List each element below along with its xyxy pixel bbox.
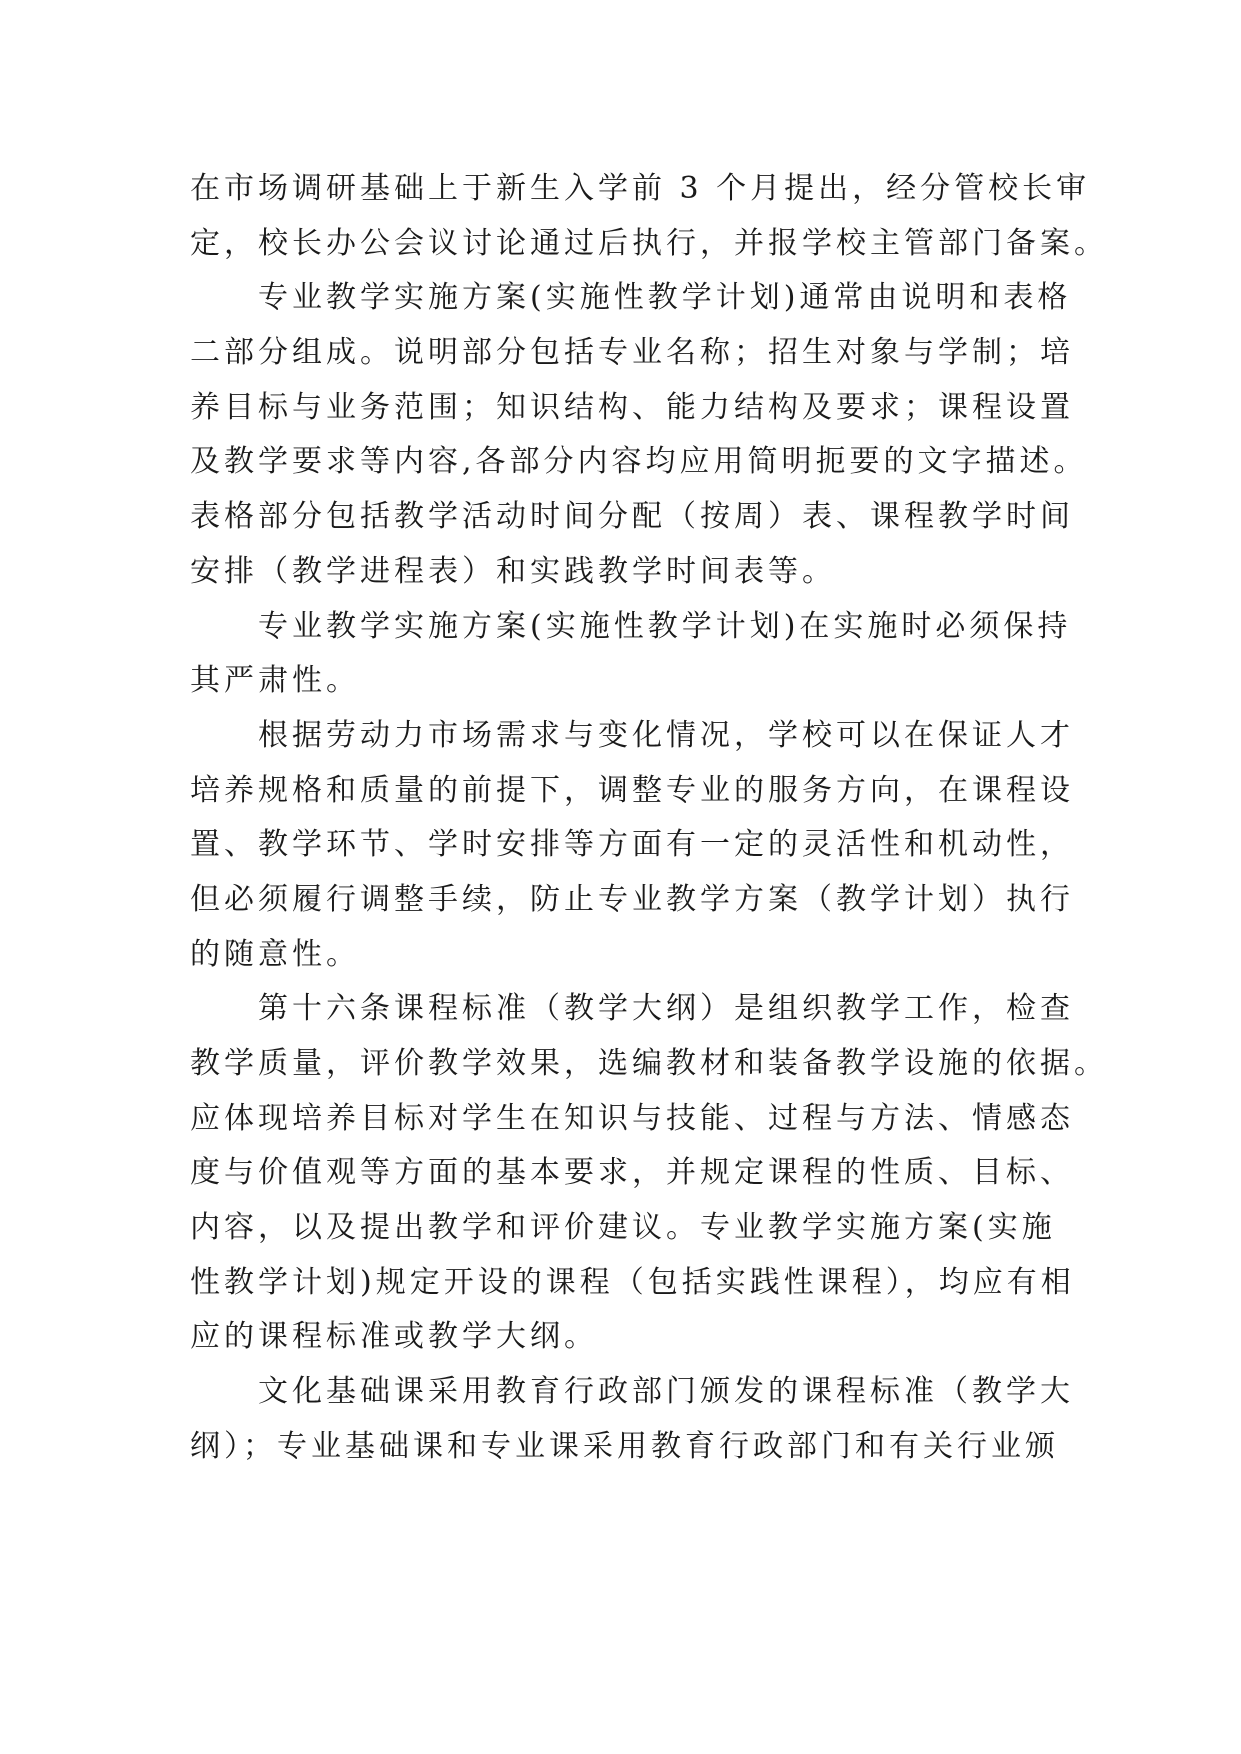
text-line: 的随意性。 bbox=[190, 936, 360, 972]
text-line: 纲）；专业基础课和专业课采用教育行政部门和有关行业颁 bbox=[190, 1428, 1059, 1464]
text-line: 定，校长办公会议讨论通过后执行，并报学校主管部门备案。 bbox=[190, 225, 1108, 261]
document-page bbox=[190, 162, 1108, 1475]
text-line: 第十六条课程标准（教学大纲）是组织教学工作，检查 bbox=[258, 991, 1074, 1027]
text-line: 置、教学环节、学时安排等方面有一定的灵活性和机动性， bbox=[190, 827, 1074, 863]
text-line: 养目标与业务范围；知识结构、能力结构及要求；课程设置 bbox=[190, 389, 1074, 425]
text-line: 在市场调研基础上于新生入学前 3 个月提出，经分管校长审 bbox=[190, 171, 1091, 206]
text-line: 根据劳动力市场需求与变化情况，学校可以在保证人才 bbox=[258, 717, 1074, 753]
text-line: 但必须履行调整手续，防止专业教学方案（教学计划）执行 bbox=[190, 881, 1074, 917]
text-line: 内容，以及提出教学和评价建议。专业教学实施方案(实施 bbox=[190, 1210, 1056, 1246]
text-line: 教学质量，评价教学效果，选编教材和装备教学设施的依据。 bbox=[190, 1046, 1108, 1081]
text-line: 文化基础课采用教育行政部门颁发的课程标准（教学大 bbox=[258, 1374, 1074, 1410]
text-line: 培养规格和质量的前提下，调整专业的服务方向，在课程设 bbox=[190, 772, 1074, 808]
text-line: 其严肃性。 bbox=[190, 663, 360, 699]
text-line: 表格部分包括教学活动时间分配（按周）表、课程教学时间 bbox=[190, 499, 1074, 535]
text-line: 应的课程标准或教学大纲。 bbox=[190, 1319, 598, 1355]
text-line: 应体现培养目标对学生在知识与技能、过程与方法、情感态 bbox=[190, 1100, 1074, 1136]
text-line: 专业教学实施方案(实施性教学计划)通常由说明和表格 bbox=[258, 280, 1072, 316]
text-line: 安排（教学进程表）和实践教学时间表等。 bbox=[190, 553, 836, 589]
text-line: 及教学要求等内容,各部分内容均应用简明扼要的文字描述。 bbox=[190, 444, 1088, 480]
text-line: 度与价值观等方面的基本要求，并规定课程的性质、目标、 bbox=[190, 1155, 1074, 1191]
text-line: 二部分组成。说明部分包括专业名称；招生对象与学制；培 bbox=[190, 335, 1074, 371]
text-line: 性教学计划)规定开设的课程（包括实践性课程），均应有相 bbox=[190, 1264, 1075, 1300]
text-line: 专业教学实施方案(实施性教学计划)在实施时必须保持 bbox=[258, 608, 1072, 644]
